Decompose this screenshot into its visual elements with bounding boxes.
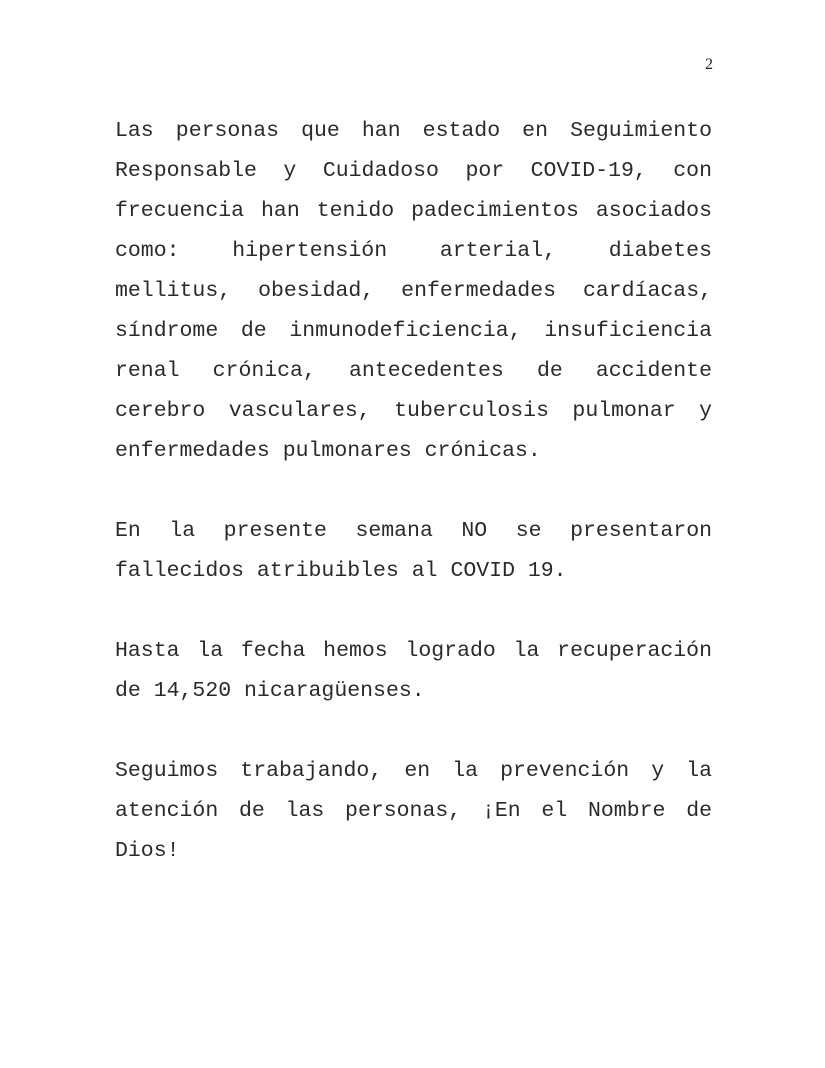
- paragraph-deaths: En la presente semana NO se presentaron fallecidos atribuibles al COVID 19.: [115, 519, 712, 583]
- document-body: [115, 111, 712, 911]
- paragraph-closing: Seguimos trabajando, en la prevención y la atención de las personas, ¡En el Nombre de Dios!: [115, 759, 712, 863]
- paragraph-recoveries: Hasta la fecha hemos logrado la recuperación de 14,520 nicaragüenses.: [115, 639, 712, 703]
- paragraph-comorbidities: Las personas que han estado en Seguimiento Responsable y Cuidadoso por COVID-19, con frecuencia han tenido padecimientos asociados como: hipertensión arterial, diabetes mellitus, obesidad, enfermedades cardíacas, síndrome de inmunodeficiencia, insuficiencia renal crónica, antecedentes de accidente cerebro vasculares, tuberculosis pulmonar y enfermedades pulmonares crónicas.: [115, 119, 712, 463]
- page-number: 2: [705, 56, 713, 73]
